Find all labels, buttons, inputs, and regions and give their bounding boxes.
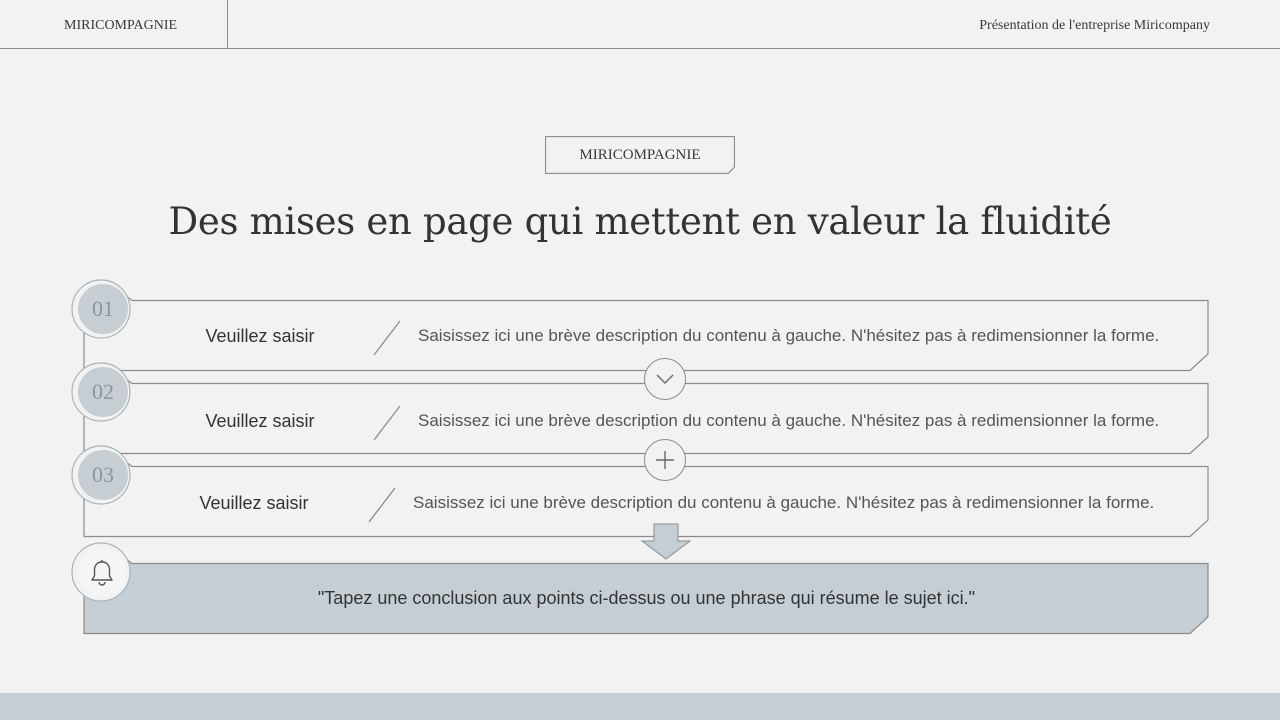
item-label: Veuillez saisir — [205, 411, 315, 431]
slash-divider-icon — [372, 320, 402, 356]
step-number: 02 — [92, 379, 114, 404]
item-label: Veuillez saisir — [205, 326, 315, 346]
item-description: Saisissez ici une brève description du contenu à gauche. N'hésitez pas à redimensionner la forme. — [418, 411, 1160, 430]
page-title: Des mises en page qui mettent en valeur la fluidité — [168, 200, 1112, 243]
item-description: Saisissez ici une brève description du contenu à gauche. N'hésitez pas à redimensionner la forme. — [413, 493, 1155, 512]
header-divider-vertical — [227, 0, 228, 48]
footer-band — [0, 693, 1280, 720]
chevron-down-icon — [644, 358, 686, 400]
conclusion-text: "Tapez une conclusion aux points ci-dessus ou une phrase qui résume le sujet ici." — [317, 588, 976, 608]
item-description: Saisissez ici une brève description du contenu à gauche. N'hésitez pas à redimensionner la forme. — [418, 326, 1160, 345]
header-subtitle: Présentation de l'entreprise Miricompany — [979, 18, 1210, 33]
step-number-badge — [78, 450, 128, 500]
section-tag-label: MIRICOMPAGNIE — [579, 146, 701, 163]
step-number: 01 — [92, 296, 114, 321]
item-label: Veuillez saisir — [199, 493, 309, 513]
bell-icon — [89, 559, 115, 587]
slash-divider-icon — [367, 487, 397, 523]
slash-divider-icon — [372, 405, 402, 441]
header-divider — [0, 48, 1280, 49]
step-number-badge — [78, 284, 128, 334]
header-brand: MIRICOMPAGNIE — [64, 18, 178, 33]
step-number-badge — [78, 367, 128, 417]
section-tag — [545, 136, 735, 174]
step-number: 03 — [92, 462, 114, 487]
plus-icon — [644, 439, 686, 481]
